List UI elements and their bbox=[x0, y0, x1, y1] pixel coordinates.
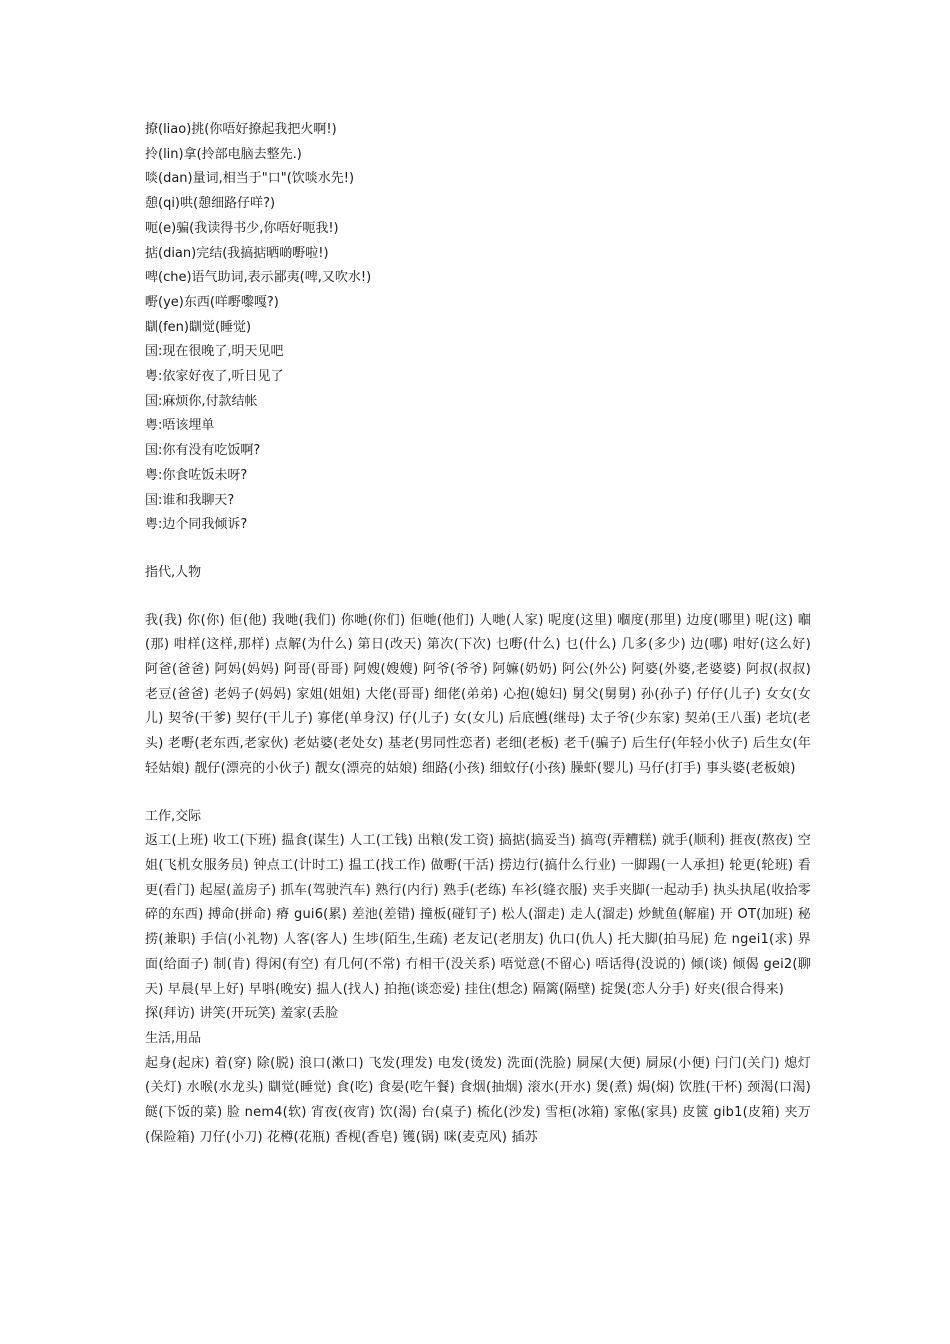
section-text-work-extra: 探(拜访) 讲笑(开玩笑) 羞家(丢脸 bbox=[145, 1006, 339, 1022]
section-text-life: 起身(起床) 着(穿) 除(脱) 浪口(漱口) 飞发(理发) 电发(烫发) 洗面(洗脸) 屙屎(大便) 屙尿(小便) 闩门(关门) 熄灯(关灯) 水喉(水龙头) 瞓觉(睡觉) 食(吃) 食晏(吃午餐) 食烟(抽烟) 滚水(开水) 煲(煮) 焗(焖) 饮胜(干杯) 颈渴(口渴) 餸(下饭的菜) 脸 nem4(软) 宵夜(夜宵) 饮(渴) 台(桌子) 梳化(沙发) 雪柜(冰箱) 家俬(家具) 皮篋 gib1(皮箱) 夹万(保险箱) 刀仔(小刀) 花樽(花瓶) 香枧(香皂) 镬(锅) 咪(麦克风) 插苏 bbox=[145, 1055, 811, 1145]
spacer bbox=[145, 538, 811, 561]
phrase-line: 瞓(fen)瞓觉(睡觉) bbox=[145, 319, 252, 335]
phrase-line: 嘢(ye)东西(咩嘢嚟嘎?) bbox=[145, 294, 279, 310]
spacer bbox=[145, 586, 811, 609]
phrase-line: 呃(e)骗(我读得书少,你唔好呃我!) bbox=[145, 220, 339, 236]
phrase-line: 啤(che)语气助词,表示鄙夷(啤,又吹水!) bbox=[145, 270, 372, 286]
section-text-work: 返工(上班) 收工(下班) 揾食(谋生) 人工(工钱) 出粮(发工资) 搞掂(搞妥当) 搞弯(弄糟糕) 就手(顺利) 捱夜(熬夜) 空姐(飞机女服务员) 钟点工(计时工) 揾工(找工作) 做嘢(干活) 捞边行(搞什么行业) 一脚踢(一人承担) 轮更(轮班) 看更(看门) 起屋(盖房子) 抓车(驾驶汽车) 熟行(内行) 熟手(老练) 车衫(缝衣服) 夹手夹脚(一起动手) 执头执尾(收拾零碎的东西) 搏命(拼命) 瘠 gui6(累) 差池(差错) 撞板(碰钉子) 松人(溜走) 走人(溜走) 炒鱿鱼(解雇) 开 OT(加班) 秘捞(兼职) 手信(小礼物) 人客(客人) 生埗(陌生,生疏) 老友记(老朋友) 仇口(仇人) 托大脚(拍马屁) 危 ngei1(求) 界面(给面子) 制(肯) 得闲(有空) 有几何(不常) 冇相干(没关系) 唔觉意(不留心) 唔话得(没说的) 倾(谈) 倾偈 gei2(聊天) 早晨(早上好) 早唞(晚安) 揾人(找人) 拍拖(谈恋爱) 挂住(想念) 隔篱(隔壁) 掟煲(恋人分手) 好夹(很合得来) bbox=[145, 833, 811, 997]
phrase-line: 拎(lin)拿(拎部电脑去整先.) bbox=[145, 146, 302, 162]
section-title-work: 工作,交际 bbox=[145, 808, 202, 824]
phrase-line: 国:麻烦你,付款结帐 bbox=[145, 393, 258, 409]
phrase-line: 粤:唔该埋单 bbox=[145, 418, 215, 434]
phrase-line: 粤:边个同我倾诉? bbox=[145, 517, 248, 533]
phrase-line: 粤:你食咗饭未呀? bbox=[145, 467, 248, 483]
document-page bbox=[145, 118, 811, 1150]
phrase-line: 粤:依家好夜了,听日见了 bbox=[145, 369, 284, 385]
section-title-people: 指代,人物 bbox=[145, 564, 202, 580]
phrase-line: 国:你有没有吃饭啊? bbox=[145, 443, 261, 459]
phrase-line: 憩(qi)哄(憩细路仔咩?) bbox=[145, 196, 276, 212]
phrase-line: 掂(dian)完结(我搞掂晒啲嘢啦!) bbox=[145, 245, 329, 261]
phrase-line: 撩(liao)挑(你唔好撩起我把火啊!) bbox=[145, 122, 337, 137]
phrase-line: 国:谁和我聊天? bbox=[145, 492, 235, 508]
phrase-list bbox=[145, 118, 811, 538]
phrase-line: 啖(dan)量词,相当于"口"(饮啖水先!) bbox=[145, 171, 355, 187]
section-title-life: 生活,用品 bbox=[145, 1030, 202, 1046]
phrase-line: 国:现在很晚了,明天见吧 bbox=[145, 344, 284, 360]
spacer bbox=[145, 782, 811, 805]
section-text-people: 我(我) 你(你) 佢(他) 我哋(我们) 你哋(你们) 佢哋(他们) 人哋(人家) 呢度(这里) 嗰度(那里) 边度(哪里) 呢(这) 嗰(那) 咁样(这样,那样) 点解(为什么) 第日(改天) 第次(下次) 乜嘢(什么) 乜(什么) 几多(多少) 边(哪) 咁好(这么好) 阿爸(爸爸) 阿妈(妈妈) 阿哥(哥哥) 阿嫂(嫂嫂) 阿爷(爷爷) 阿嫲(奶奶) 阿公(外公) 阿婆(外婆,老婆婆) 阿叔(叔叔) 老豆(爸爸) 老妈子(妈妈) 家姐(姐姐) 大佬(哥哥) 细佬(弟弟) 心抱(媳妇) 舅父(舅舅) 孙(孙子) 仔仔(儿子) 女女(女儿) 契爷(干爹) 契仔(干儿子) 寡佬(单身汉) 仔(儿子) 女(女儿) 后底乸(继母) 太子爷(少东家) 契弟(王八蛋) 老坑(老头) 老嘢(老东西,老家伙) 老姑婆(老处女) 基老(男同性恋者) 老细(老板) 老千(骗子) 后生仔(年轻小伙子) 后生女(年轻姑娘) 靓仔(漂亮的小伙子) 靓女(漂亮的姑娘) 细路(小孩) 细蚊仔(小孩) 臊虾(婴儿) 马仔(打手) 事头婆(老板娘) bbox=[145, 612, 811, 776]
